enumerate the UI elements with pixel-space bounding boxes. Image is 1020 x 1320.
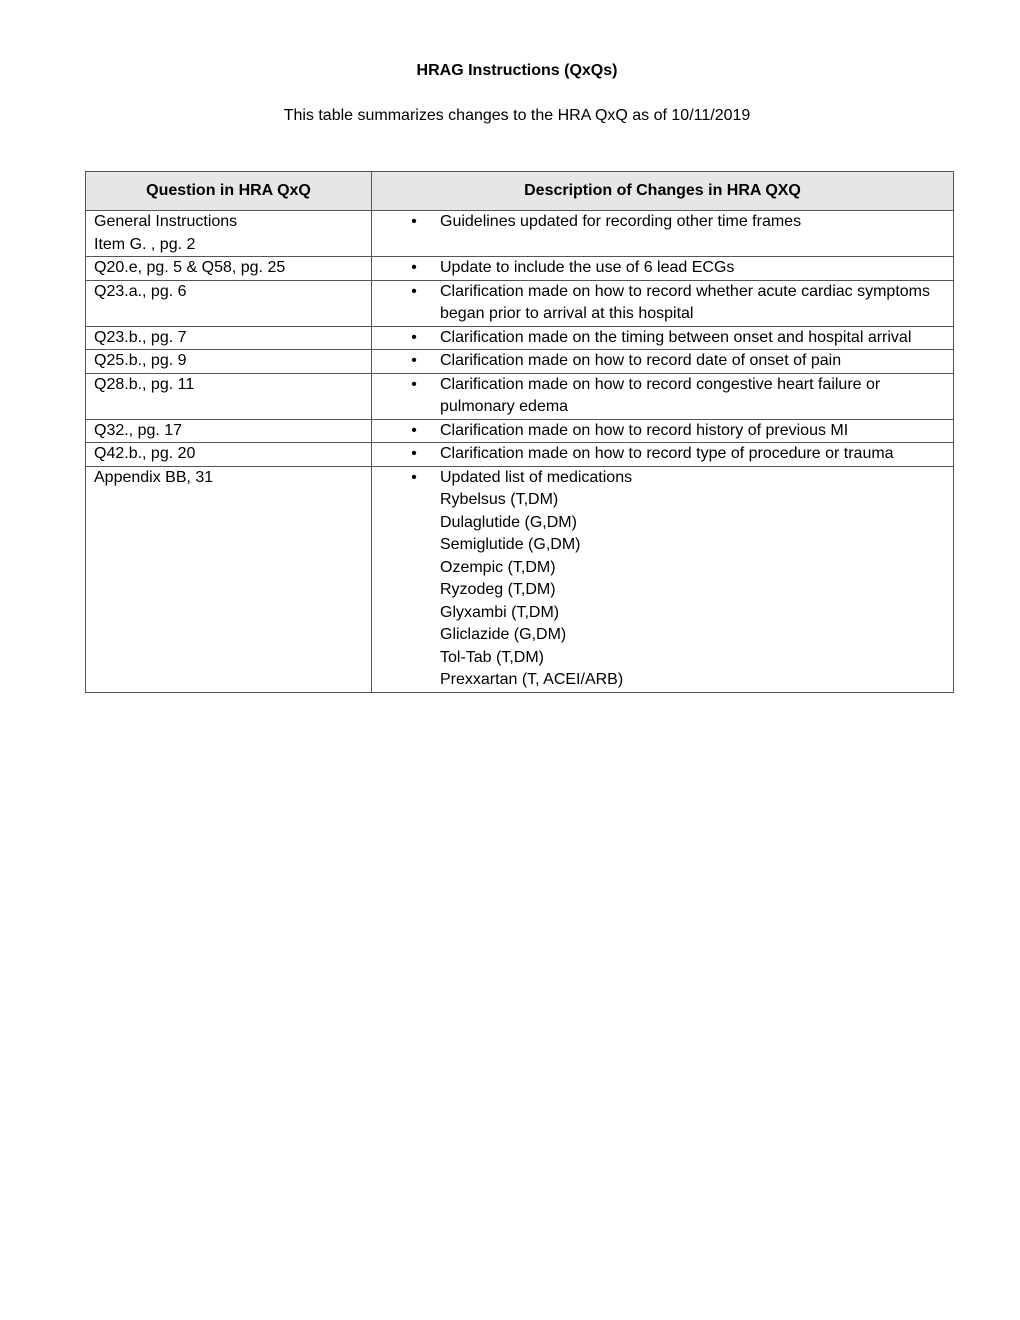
description-text: Clarification made on how to record type of procedure or trauma [440, 445, 894, 462]
description-cell [372, 419, 954, 443]
description-text: Guidelines updated for recording other time frames [440, 213, 802, 230]
bullet-icon: • [411, 445, 417, 462]
question-text: Q23.b., pg. 7 [94, 328, 187, 346]
description-cell [372, 350, 954, 374]
question-text: Q28.b., pg. 11 [94, 375, 195, 393]
description-text: Clarification made on the timing between onset and hospital arrival [440, 328, 912, 346]
medication-item: Prexxartan (T, ACEI/ARB) [440, 671, 624, 688]
description-item [372, 420, 953, 443]
description-item [372, 467, 953, 692]
description-cell [372, 257, 954, 281]
table-row [86, 419, 954, 443]
question-cell [86, 419, 372, 443]
medication-item: Dulaglutide (G,DM) [440, 513, 577, 531]
medication-item: Rybelsus (T,DM) [440, 491, 559, 508]
description-text: Updated list of medications [440, 468, 633, 486]
bullet-icon: • [411, 375, 417, 393]
medication-item: Gliclazide (G,DM) [440, 626, 567, 643]
description-item [372, 374, 953, 419]
bullet-icon: • [411, 328, 417, 346]
question-cell [86, 280, 372, 326]
description-text: Clarification made on how to record congestive heart failure or pulmonary edema [440, 375, 881, 415]
description-text: Update to include the use of 6 lead ECGs [440, 259, 735, 276]
description-item [372, 281, 953, 326]
table-row [86, 326, 954, 350]
bullet-icon: • [411, 421, 417, 439]
description-text: Clarification made on how to record history of previous MI [440, 421, 849, 439]
bullet-icon: • [411, 468, 417, 486]
question-cell [86, 373, 372, 419]
changes-table [85, 171, 954, 693]
table-row [86, 466, 954, 692]
description-text: Clarification made on how to record date of onset of pain [440, 352, 842, 369]
medication-item: Ozempic (T,DM) [440, 558, 556, 576]
description-cell [372, 211, 954, 257]
description-cell [372, 326, 954, 350]
table-row [86, 443, 954, 467]
question-text: Q32., pg. 17 [94, 421, 183, 439]
question-text: Q23.a., pg. 6 [94, 282, 187, 300]
question-cell [86, 443, 372, 467]
bullet-icon: • [411, 213, 417, 230]
question-text: Q25.b., pg. 9 [94, 352, 187, 369]
description-item [372, 443, 953, 466]
question-cell [86, 466, 372, 692]
description-cell [372, 280, 954, 326]
column-header-description: Description of Changes in HRA QXQ [372, 172, 954, 211]
table-row [86, 373, 954, 419]
question-text: Item G. , pg. 2 [94, 235, 196, 253]
medication-item: Ryzodeg (T,DM) [440, 581, 556, 598]
bullet-icon: • [411, 259, 417, 276]
bullet-icon: • [411, 352, 417, 369]
document-title: HRAG Instructions (QxQs) [416, 62, 618, 79]
description-item [372, 327, 953, 350]
description-text: Clarification made on how to record whether acute cardiac symptoms began prior to arrival at this hospital [440, 282, 930, 322]
description-cell [372, 443, 954, 467]
table-header-row [86, 172, 954, 211]
medication-item: Tol-Tab (T,DM) [440, 648, 545, 666]
description-cell [372, 373, 954, 419]
table-row [86, 257, 954, 281]
question-text: Q42.b., pg. 20 [94, 445, 196, 462]
question-text: General Instructions [94, 213, 238, 230]
question-text: Q20.e, pg. 5 & Q58, pg. 25 [94, 259, 286, 276]
bullet-icon: • [411, 282, 417, 300]
question-cell [86, 257, 372, 281]
question-cell [86, 350, 372, 374]
description-item [372, 350, 953, 373]
question-cell [86, 211, 372, 257]
question-text: Appendix BB, 31 [94, 468, 214, 486]
table-row [86, 280, 954, 326]
description-item [372, 211, 953, 234]
document-subtitle: This table summarizes changes to the HRA QxQ as of 10/11/2019 [283, 107, 751, 124]
description-item [372, 257, 953, 280]
table-row [86, 211, 954, 257]
column-header-question: Question in HRA QxQ [86, 172, 372, 211]
table-row [86, 350, 954, 374]
description-cell [372, 466, 954, 692]
question-cell [86, 326, 372, 350]
medication-item: Glyxambi (T,DM) [440, 603, 560, 621]
medication-item: Semiglutide (G,DM) [440, 536, 581, 553]
